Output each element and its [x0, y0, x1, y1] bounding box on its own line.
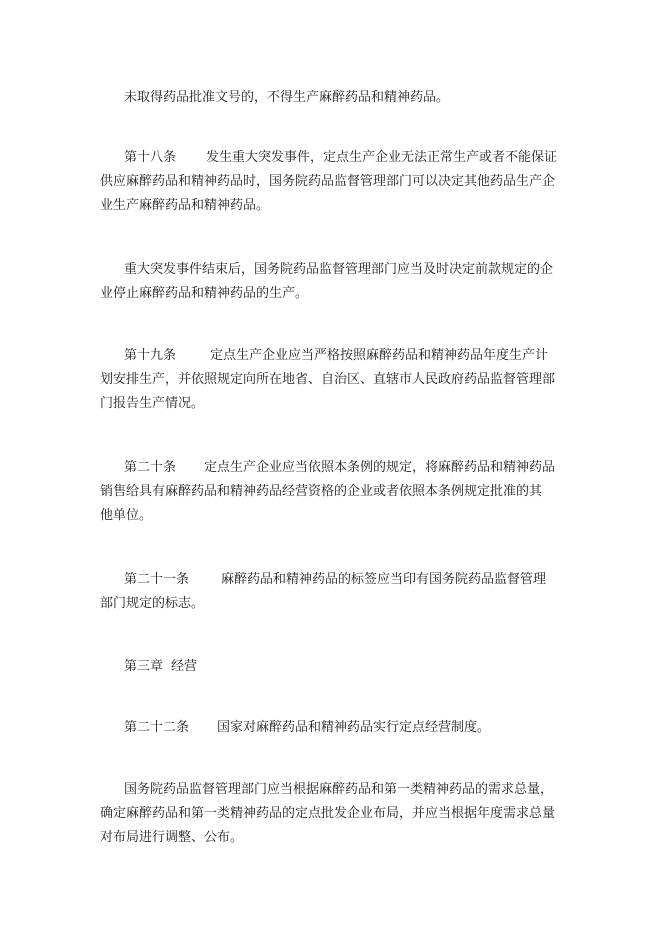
paragraph-1 [124, 86, 564, 110]
article-number: 第二十二条 [124, 720, 190, 735]
article-text: 国家对麻醉药品和精神药品实行定点经营制度。 [217, 720, 491, 735]
paragraph-line [124, 716, 564, 740]
paragraph-line: 销售给具有麻醉药品和精神药品经营资格的企业或者依照本条例规定批准的其 [100, 484, 543, 499]
article-text: 定点生产企业应当依照本条例的规定，将麻醉药品和精神药品 [204, 460, 556, 475]
article-22 [124, 716, 564, 740]
paragraph-line: 国务院药品监督管理部门应当根据麻醉药品和第一类精神药品的需求总量， [124, 782, 554, 797]
article-21 [100, 568, 564, 616]
chapter-title: 经营 [171, 659, 198, 674]
paragraph-line: 他单位。 [100, 508, 153, 523]
chapter-number: 第三章 [124, 659, 164, 674]
paragraph-line: 业停止麻醉药品和精神药品的生产。 [100, 286, 309, 301]
paragraph-line: 业生产麻醉药品和精神药品。 [100, 198, 270, 213]
article-19 [100, 344, 564, 416]
paragraph-line: 对布局进行调整、公布。 [100, 830, 244, 845]
article-number: 第二十条 [124, 460, 177, 475]
paragraph-final [100, 778, 564, 850]
article-text: 发生重大突发事件，定点生产企业无法正常生产或者不能保证 [206, 150, 558, 165]
paragraph-line [124, 456, 564, 480]
paragraph-line: 供应麻醉药品和精神药品时，国务院药品监督管理部门可以决定其他药品生产企 [100, 174, 556, 189]
article-number: 第十九条 [124, 348, 177, 363]
paragraph-line: 门报告生产情况。 [100, 396, 205, 411]
paragraph-3 [100, 258, 564, 306]
paragraph-line: 确定麻醉药品和第一类精神药品的定点批发企业布局，并应当根据年度需求总量 [100, 806, 556, 821]
paragraph-line [124, 344, 564, 368]
article-number: 第十八条 [124, 150, 177, 165]
paragraph-line [124, 655, 564, 679]
article-text: 定点生产企业应当严格按照麻醉药品和精神药品年度生产计 [210, 348, 549, 363]
article-20 [100, 456, 564, 528]
chapter-heading [124, 655, 564, 679]
article-18 [100, 146, 564, 218]
article-number: 第二十一条 [124, 572, 190, 587]
paragraph-line: 重大突发事件结束后，国务院药品监督管理部门应当及时决定前款规定的企 [124, 262, 554, 277]
paragraph-line [124, 568, 564, 592]
paragraph-line: 部门规定的标志。 [100, 596, 205, 611]
paragraph-line: 未取得药品批准文号的，不得生产麻醉药品和精神药品。 [124, 90, 450, 105]
article-text: 麻醉药品和精神药品的标签应当印有国务院药品监督管理 [221, 572, 547, 587]
paragraph-line [124, 146, 564, 170]
paragraph-line: 划安排生产，并依照规定向所在地省、自治区、直辖市人民政府药品监督管理部 [100, 372, 556, 387]
